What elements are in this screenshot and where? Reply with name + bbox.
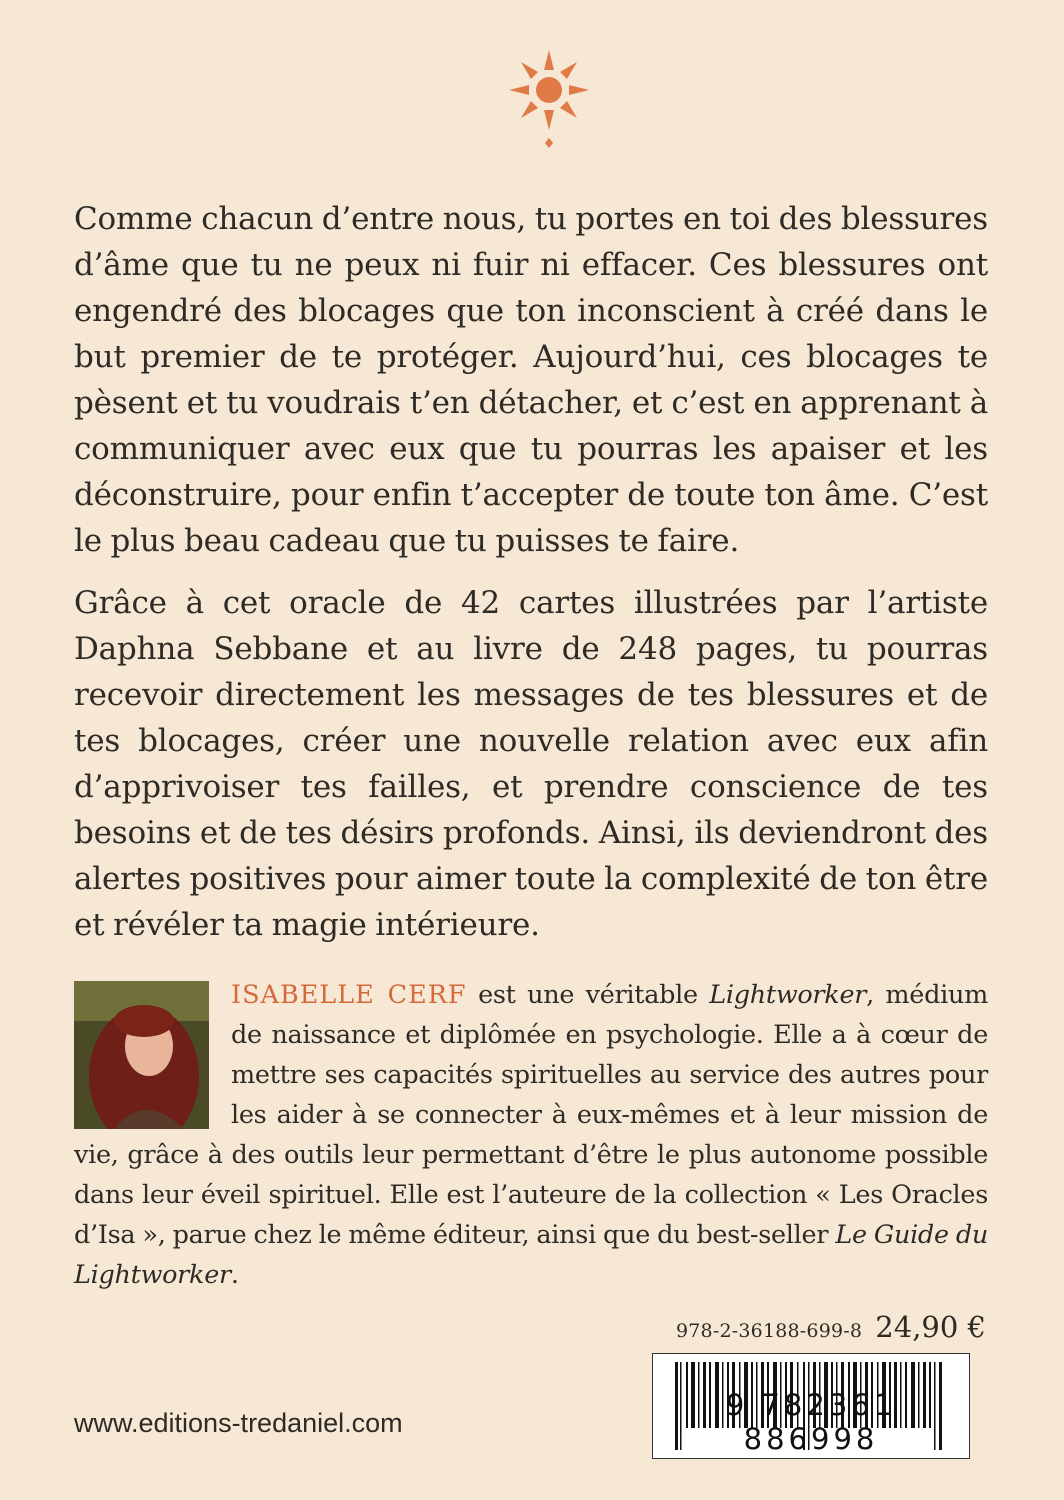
author-bio-italic: Lightworker (709, 980, 867, 1010)
isbn: 978-2-36188-699-8 (675, 1320, 863, 1342)
author-bio-text: . (230, 1260, 239, 1290)
barcode (652, 1353, 970, 1459)
author-bio-text: est une véritable (466, 980, 710, 1010)
author-name: ISABELLE CERF (231, 980, 467, 1010)
author-photo (74, 981, 209, 1129)
book-title-italic: Le Guide du Lightworker (74, 1220, 988, 1290)
price: 24,90 € (875, 1310, 986, 1344)
moon-sun-icon (469, 42, 593, 150)
publisher-logo (469, 42, 593, 150)
description-paragraph-2: Grâce à cet oracle de 42 cartes illustrées par l’artiste Daphna Sebbane et au livre de 248 pages, tu pourras recevoir directement les messages de tes blessures et de tes blocages, créer une nouvelle relation avec eux afin d’apprivoiser tes failles, et prendre conscience de tes besoins et de tes désirs profonds. Ainsi, ils deviendront des alertes positives pour aimer toute la complexité de ton être et révéler ta magie intérieure. (74, 585, 988, 943)
barcode-number: 9 782361 886998 (725, 1388, 897, 1456)
isbn-price-line (676, 1310, 986, 1344)
publisher-website[interactable]: www.editions-tredaniel.com (74, 1408, 403, 1438)
author-bio-text: , médium de naissance et diplômée en psychologie. Elle a à cœur de mettre ses capacités spirituelles au service des autres pour les aider à se connecter à eux-mêmes et à leur mission de vie, grâce à des outils leur permettant d’être le plus autonome possible dans leur éveil spirituel. Elle est l’auteure de la collection « Les Oracles d’Isa », parue chez le même éditeur, ainsi que du best-seller (74, 980, 988, 1250)
description-paragraph-1: Comme chacun d’entre nous, tu portes en toi des blessures d’âme que tu ne peux ni fuir ni effacer. Ces blessures ont engendré des blocages que ton inconscient à créé dans le but premier de te protéger. Aujourd’hui, ces blocages te pèsent et tu voudrais t’en détacher, et c’est en apprenant à communiquer avec eux que tu pourras les apaiser et les déconstruire, pour enfin t’accepter de toute ton âme. C’est le plus beau cadeau que tu puisses te faire. (74, 201, 988, 559)
author-bio (74, 975, 988, 1295)
